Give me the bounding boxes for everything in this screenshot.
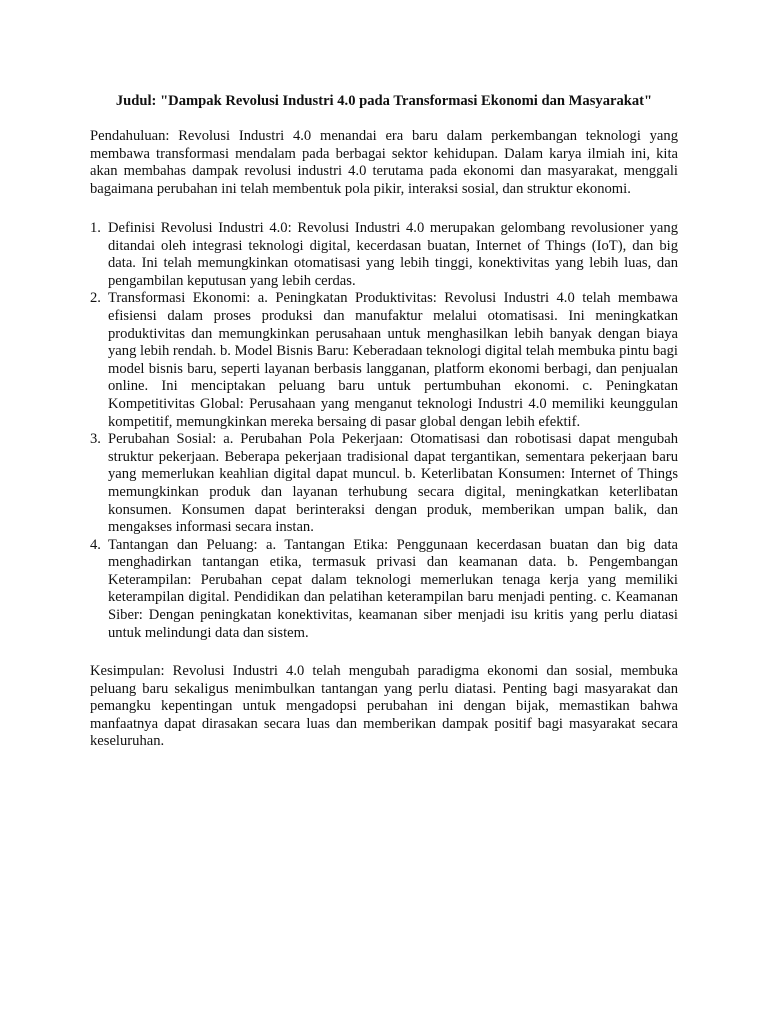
list-item <box>90 290 678 431</box>
list-number: 3. <box>90 431 101 448</box>
list-item-text: Transformasi Ekonomi: a. Peningkatan Produktivitas: Revolusi Industri 4.0 telah membawa efisiensi dalam proses produksi dan manufaktur melalui otomatisasi. Ini meningkatkan produktivitas dan memungkinkan perusahaan untuk menghasilkan lebih banyak dengan biaya yang lebih rendah. b. Model Bisnis Baru: Keberadaan teknologi digital telah membuka pintu bagi model bisnis baru, seperti layanan berbasis langganan, platform ekonomi berbagi, dan penjualan online. Ini menciptakan peluang baru untuk pertumbuhan ekonomi. c. Peningkatan Kompetitivitas Global: Perusahaan yang menganut teknologi Industri 4.0 memiliki keunggulan kompetitif, memungkinkan mereka bersaing di pasar global dengan lebih efektif. <box>108 290 678 430</box>
intro-paragraph: Pendahuluan: Revolusi Industri 4.0 menandai era baru dalam perkembangan teknologi yang membawa transformasi mendalam pada berbagai sektor kehidupan. Dalam karya ilmiah ini, kita akan membahas dampak revolusi industri 4.0 terutama pada ekonomi dan masyarakat, menggali bagaimana perubahan ini telah membentuk pola pikir, interaksi sosial, dan struktur ekonomi. <box>90 128 678 197</box>
list-item-text: Definisi Revolusi Industri 4.0: Revolusi Industri 4.0 merupakan gelombang revolusioner yang ditandai oleh integrasi teknologi digital, kecerdasan buatan, Internet of Things (IoT), dan big data. Ini telah memungkinkan otomatisasi yang lebih tinggi, konektivitas yang lebih luas, dan pengambilan keputusan yang lebih cerdas. <box>108 220 678 289</box>
list-item <box>90 431 678 537</box>
list-item <box>90 220 678 290</box>
list-number: 2. <box>90 290 101 307</box>
list-number: 1. <box>90 220 101 236</box>
list-number: 4. <box>90 536 101 553</box>
numbered-list <box>90 220 678 642</box>
list-item-text: Tantangan dan Peluang: a. Tantangan Etika: Penggunaan kecerdasan buatan dan big data menghadirkan tantangan etika, termasuk privasi dan keamanan data. b. Pengembangan Keterampilan: Perubahan cepat dalam teknologi memerlukan tenaga kerja yang memiliki keterampilan digital. Pendidikan dan pelatihan keterampilan baru menjadi penting. c. Keamanan Siber: Dengan peningkatan konektivitas, keamanan siber menjadi isu kritis yang perlu diatasi untuk melindungi data dan sistem. <box>108 536 678 641</box>
conclusion-paragraph: Kesimpulan: Revolusi Industri 4.0 telah mengubah paradigma ekonomi dan sosial, membuka peluang baru sekaligus menimbulkan tantangan yang perlu diatasi. Penting bagi masyarakat dan pemangku kepentingan untuk mengadopsi perubahan ini dengan bijak, memastikan bahwa manfaatnya dapat dirasakan secara luas dan memberikan dampak positif bagi masyarakat secara keseluruhan. <box>90 663 678 750</box>
list-item <box>90 537 678 643</box>
document-title: Judul: "Dampak Revolusi Industri 4.0 pada Transformasi Ekonomi dan Masyarakat" <box>115 93 653 109</box>
list-item-text: Perubahan Sosial: a. Perubahan Pola Pekerjaan: Otomatisasi dan robotisasi dapat mengubah struktur pekerjaan. Beberapa pekerjaan tradisional dapat tergantikan, sementara pekerjaan baru yang memerlukan keahlian digital dapat muncul. b. Keterlibatan Konsumen: Internet of Things memungkinkan produk dan layanan terhubung secara digital, meningkatkan keterlibatan konsumen. Konsumen dapat berinteraksi dengan produk, memberikan umpan balik, dan mengakses informasi secara instan. <box>108 431 678 536</box>
